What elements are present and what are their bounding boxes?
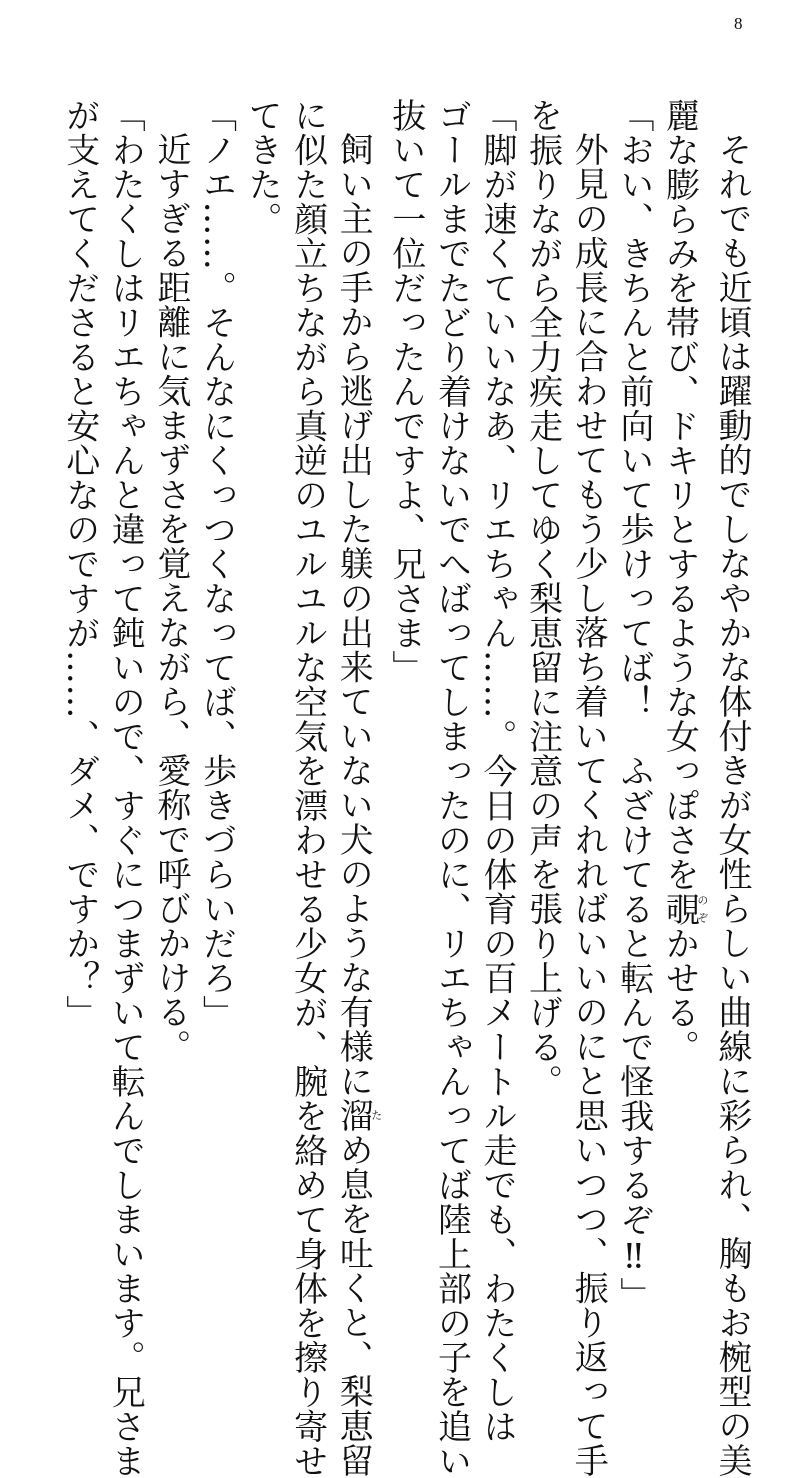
ruby-annotation: 覗のぞ bbox=[659, 891, 709, 926]
text-column: 飼い主の手から逃げ出した躾の出来ていない犬のような有様に溜ため息を吐くと、梨恵留 bbox=[333, 132, 383, 1478]
text-column: 外見の成長に合わせてもう少し落ち着いてくれればいいのにと思いつつ、振り返って手 bbox=[568, 132, 609, 1478]
text-column: 「おい、きちんと前向いて歩けってば！ ふざけてると転んで怪我するぞ‼」 bbox=[613, 98, 654, 1312]
text-column: に似た顔立ちながら真逆のユルユルな空気を漂わせる少女が、腕を絡めて身体を擦り寄せ bbox=[287, 98, 328, 1478]
text-column: が支えてくださると安心なのですが……、ダメ、ですか？」 bbox=[59, 98, 100, 1030]
page-number: 8 bbox=[734, 14, 743, 33]
vertical-text-body bbox=[44, 98, 754, 1478]
ruby-reading: た bbox=[369, 1098, 383, 1133]
ruby-annotation: 溜た bbox=[333, 1098, 383, 1133]
text-column: ゴールまでたどり着けないでへばってしまったのに、リエちゃんってば陸上部の子を追い bbox=[431, 98, 472, 1478]
text-column: それでも近頃は躍動的でしなやかな体付きが女性らしい曲線に彩られ、胸もお椀型の美 bbox=[712, 132, 752, 1478]
text-column: 「ノエ……。そんなにくっつくなってば、歩きづらいだろ」 bbox=[196, 98, 237, 1030]
text-column: 麗な膨らみを帯び、ドキリとするような女っぽさを覗のぞかせる。 bbox=[659, 98, 709, 1064]
text-column: てきた。 bbox=[242, 98, 283, 236]
text-column: 抜いて一位だったんですよ、兄さま」 bbox=[385, 98, 426, 685]
text-column: 「脚が速くていいなあ、リエちゃん……。今日の体育の百メートル走でも、わたくしは bbox=[477, 98, 518, 1444]
text-column: を振りながら全力疾走してゆく梨恵留に注意の声を張り上げる。 bbox=[522, 98, 563, 1099]
ruby-reading: のぞ bbox=[695, 891, 709, 926]
text-column: 「わたくしはリエちゃんと違って鈍いので、すぐにつまずいて転んでしまいます。兄さま bbox=[105, 98, 146, 1478]
text-column: 近すぎる距離に気まずさを覚えながら、愛称で呼びかける。 bbox=[150, 132, 191, 1064]
